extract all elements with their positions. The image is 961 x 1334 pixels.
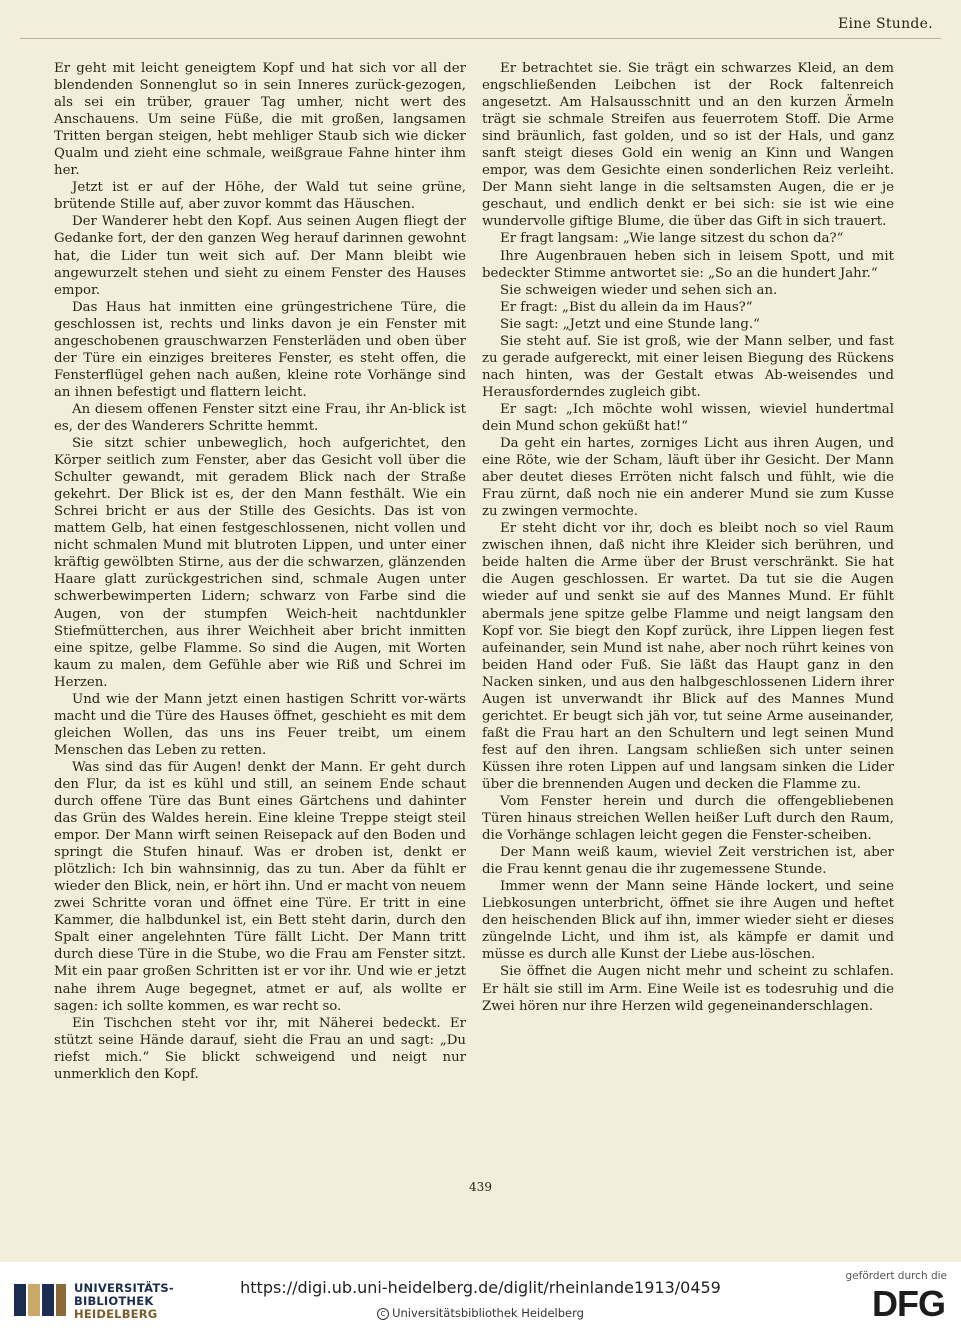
paragraph: Er betrachtet sie. Sie trägt ein schwarzes Kleid, an dem engschließenden Leibchen ist der Rock faltenreich angesetzt. Am Halsausschnitt und an den kurzen Ärmeln trägt sie schmale Streifen aus feuerrotem Stoff. Die Arme sind bräunlich, fast golden, und so ist der Hals, und ganz sanft steigt dieses Gold ein wenig an Kinn und Wangen empor, was dem Gesichte einen sonderlichen Reiz verleiht. Der Mann sieht lange in die seltsamsten Augen, die er je geschaut, und endlich denkt er bei sich: sie ist wie eine wundervolle giftige Blume, die über das Gift in sich trauert. (482, 61, 894, 230)
funding-label: gefördert durch die (845, 1270, 947, 1282)
paragraph: Ein Tischchen steht vor ihr, mit Näherei bedeckt. Er stützt seine Hände darauf, sieht die Frau an und sagt: „Du riefst mich.“ Sie blickt schweigend und neigt nur unmerklich den Kopf. (54, 1015, 466, 1082)
source-url-link[interactable]: https://digi.ub.uni-heidelberg.de/diglit/rheinlande1913/0459 (240, 1278, 721, 1297)
paragraph: Er geht mit leicht geneigtem Kopf und hat sich vor all der blendenden Sonnenglut so in sein Inneres zurück-gezogen, als sei ein trüber, grauer Tag umher, nicht wert des Anschauens. Um seine Füße, die mit großen, langsamen Tritten bergan steigen, hebt mehliger Staub sich wie dicker Qualm und zieht eine schmale, weißgraue Fahne hinter ihm her. (54, 61, 466, 179)
paragraph: Sie steht auf. Sie ist groß, wie der Mann selber, und fast zu gerade aufgereckt, mit einer leisen Biegung des Rückens nach hinten, was der Gestalt etwas Ab-weisendes und Herausforderndes zugleich gibt. (482, 333, 894, 400)
paragraph: Er sagt: „Ich möchte wohl wissen, wieviel hundertmal dein Mund schon geküßt hat!“ (482, 401, 894, 434)
right-text-column (482, 60, 894, 1015)
paragraph: Da geht ein hartes, zorniges Licht aus ihren Augen, und eine Röte, wie der Scham, läuft über ihr Gesicht. Der Mann aber deutet dieses Erröten nicht falsch und fühlt, wie die Frau zürnt, daß noch nie ein anderer Mund sie zum Kusse zu zwingen vermochte. (482, 436, 894, 520)
paragraph: Immer wenn der Mann seine Hände lockert, und seine Liebkosungen unterbricht, öffnet sie ihre Augen und heftet den heischenden Blick auf ihn, immer wieder sieht er dieses züngelnde Licht, und ihm ist, als kämpfe er damit und müsse es durch alle Kunst der Liebe aus-löschen. (482, 879, 894, 963)
paragraph: Sie sagt: „Jetzt und eine Stunde lang.“ (500, 316, 760, 332)
paragraph: Er steht dicht vor ihr, doch es bleibt noch so viel Raum zwischen ihnen, daß nicht ihre Kleider sich berühren, und beide halten die Arme über der Brust verschränkt. Sie hat die Augen geschlossen. Er wartet. Da tut sie die Augen wieder auf und senkt sie auf des Mannes Mund. Er fühlt abermals jene spitze gelbe Flamme und neigt langsam den Kopf vor. Sie biegt den Kopf zurück, ihre Lippen liegen fest aufeinander, sein Mund ist nahe, aber noch rührt keines von beiden Hand oder Fuß. Sie läßt das Haupt ganz in den Nacken sinken, und aus den halbgeschlossenen Lidern ihrer Augen ist unverwandt ihr Blick auf des Mannes Mund gerichtet. Er beugt sich jäh vor, tut seine Arme auseinander, faßt die Frau hart an den Schultern und legt seinen Mund fest auf den ihren. Langsam schließen sich unter seinen Küssen ihre roten Lippen auf und langsam sinken die Lider über die brennenden Augen und decken die Flamme zu. (482, 521, 894, 792)
page-number: 439 (469, 1180, 492, 1194)
paragraph: Er fragt: „Bist du allein da im Haus?“ (500, 299, 753, 315)
paragraph: Er fragt langsam: „Wie lange sitzest du schon da?“ (500, 231, 844, 247)
paragraph: Ihre Augenbrauen heben sich in leisem Spott, und mit bedeckter Stimme antwortet sie: „So an die hundert Jahr.“ (482, 248, 894, 281)
running-head: Eine Stunde. (838, 16, 933, 32)
dfg-logo[interactable] (837, 1270, 947, 1326)
paragraph: Sie öffnet die Augen nicht mehr und scheint zu schlafen. Er hält sie still im Arm. Eine Weile ist es todesruhig und die Zwei hören nur ihre Herzen wild gegeneinanderschlagen. (482, 964, 894, 1014)
paragraph: An diesem offenen Fenster sitzt eine Frau, ihr An-blick ist es, der des Wanderers Schritte hemmt. (54, 401, 466, 434)
footer-bar (0, 1262, 961, 1334)
left-text-column (54, 60, 466, 1083)
library-name-line-3: HEIDELBERG (74, 1307, 158, 1321)
copyright-notice (0, 1306, 961, 1320)
paragraph: Der Wanderer hebt den Kopf. Aus seinen Augen fliegt der Gedanke fort, der den ganzen Weg herauf darinnen gewohnt hat, die Lider tun weit sich auf. Der Mann bleibt wie angewurzelt stehen und sieht zu einem Fenster des Hauses empor. (54, 214, 466, 298)
copyright-icon: C (377, 1308, 389, 1320)
dfg-wordmark: DFG (872, 1283, 945, 1324)
paragraph: Und wie der Mann jetzt einen hastigen Schritt vor-wärts macht und die Türe des Hauses öffnet, geschieht es mit dem gleichen Wollen, das uns ins Feuer treibt, um einem Menschen das Leben zu retten. (54, 691, 466, 758)
header-rule (20, 38, 941, 39)
paragraph: Jetzt ist er auf der Höhe, der Wald tut seine grüne, brütende Stille auf, aber zuvor kommt das Häuschen. (54, 180, 466, 213)
library-name-line-1: UNIVERSITÄTS- (74, 1281, 174, 1295)
paragraph: Was sind das für Augen! denkt der Mann. Er geht durch den Flur, da ist es kühl und still, an seinem Ende schaut durch offene Türe das Bunt eines Gärtchens und dahinter das Grün des Waldes herein. Eine kleine Treppe steigt steil empor. Der Mann wirft seinen Reisepack auf den Boden und springt die Stufen hinauf. Was er droben ist, denkt er plötzlich: Ich bin wahnsinnig, das zu tun. Aber da fühlt er wieder den Blick, nein, er hört ihn. Und er macht von neuem zwei Schritte voran und öffnet eine Türe. Er tritt in eine Kammer, die halbdunkel ist, ein Bett steht darin, durch den Spalt einer angelehnten Türe fällt Licht. Der Mann tritt durch diese Türe in die Stube, wo die Frau am Fenster sitzt. Mit ein paar großen Schritten ist er vor ihr. Und wie er jetzt nahe ihrem Auge begegnet, atmet er auf, als wollte er sagen: ich sollte kommen, es war recht so. (54, 759, 466, 1014)
paragraph: Sie schweigen wieder und sehen sich an. (500, 282, 778, 298)
library-name-line-2: BIBLIOTHEK (74, 1294, 154, 1308)
paragraph: Sie sitzt schier unbeweglich, hoch aufgerichtet, den Körper seitlich zum Fenster, aber das Gesicht voll über die Schulter gewandt, mit geradem Blick nach der Straße gekehrt. Der Blick ist es, der den Mann festhält. Wie ein Schrei bricht er aus der Stille des Gesichts. Das ist von mattem Gelb, hat einen festgeschlossenen, nicht vollen und nicht schmalen Mund mit blutroten Lippen, und unter einer kräftig gewölbten Stirne, aus der die schwarzen, glänzenden Haare glatt zurückgestrichen sind, schmale Augen unter schwerbewimperten Lidern; schwarz von Farbe sind die Augen, von der stumpfen Weich-heit nachtdunkler Stiefmütterchen, aus ihrer Weichheit aber bricht inmitten eine spitze, gelbe Flamme. So sind die Augen, mit Worten kaum zu malen, dem Gefühle aber wie Riß und Schrei im Herzen. (54, 436, 466, 690)
paragraph: Der Mann weiß kaum, wieviel Zeit verstrichen ist, aber die Frau kennt genau die ihr zugemessene Stunde. (482, 845, 894, 878)
paragraph: Das Haus hat inmitten eine grüngestrichene Türe, die geschlossen ist, rechts und links davon je ein Fenster mit angeschobenen grauschwarzen Fensterläden und oben über der Türe ein einziges breiteres Fenster, es steht offen, die Fensterflügel gehen nach außen, kleine rote Vorhänge sind an ihnen befestigt und flattern leicht. (54, 299, 466, 400)
paragraph: Vom Fenster herein und durch die offengebliebenen Türen hinaus streichen Wellen heißer Luft durch den Raum, die Vorhänge schlagen leicht gegen die Fenster-scheiben. (482, 794, 894, 844)
copyright-text: Universitätsbibliothek Heidelberg (392, 1306, 584, 1320)
